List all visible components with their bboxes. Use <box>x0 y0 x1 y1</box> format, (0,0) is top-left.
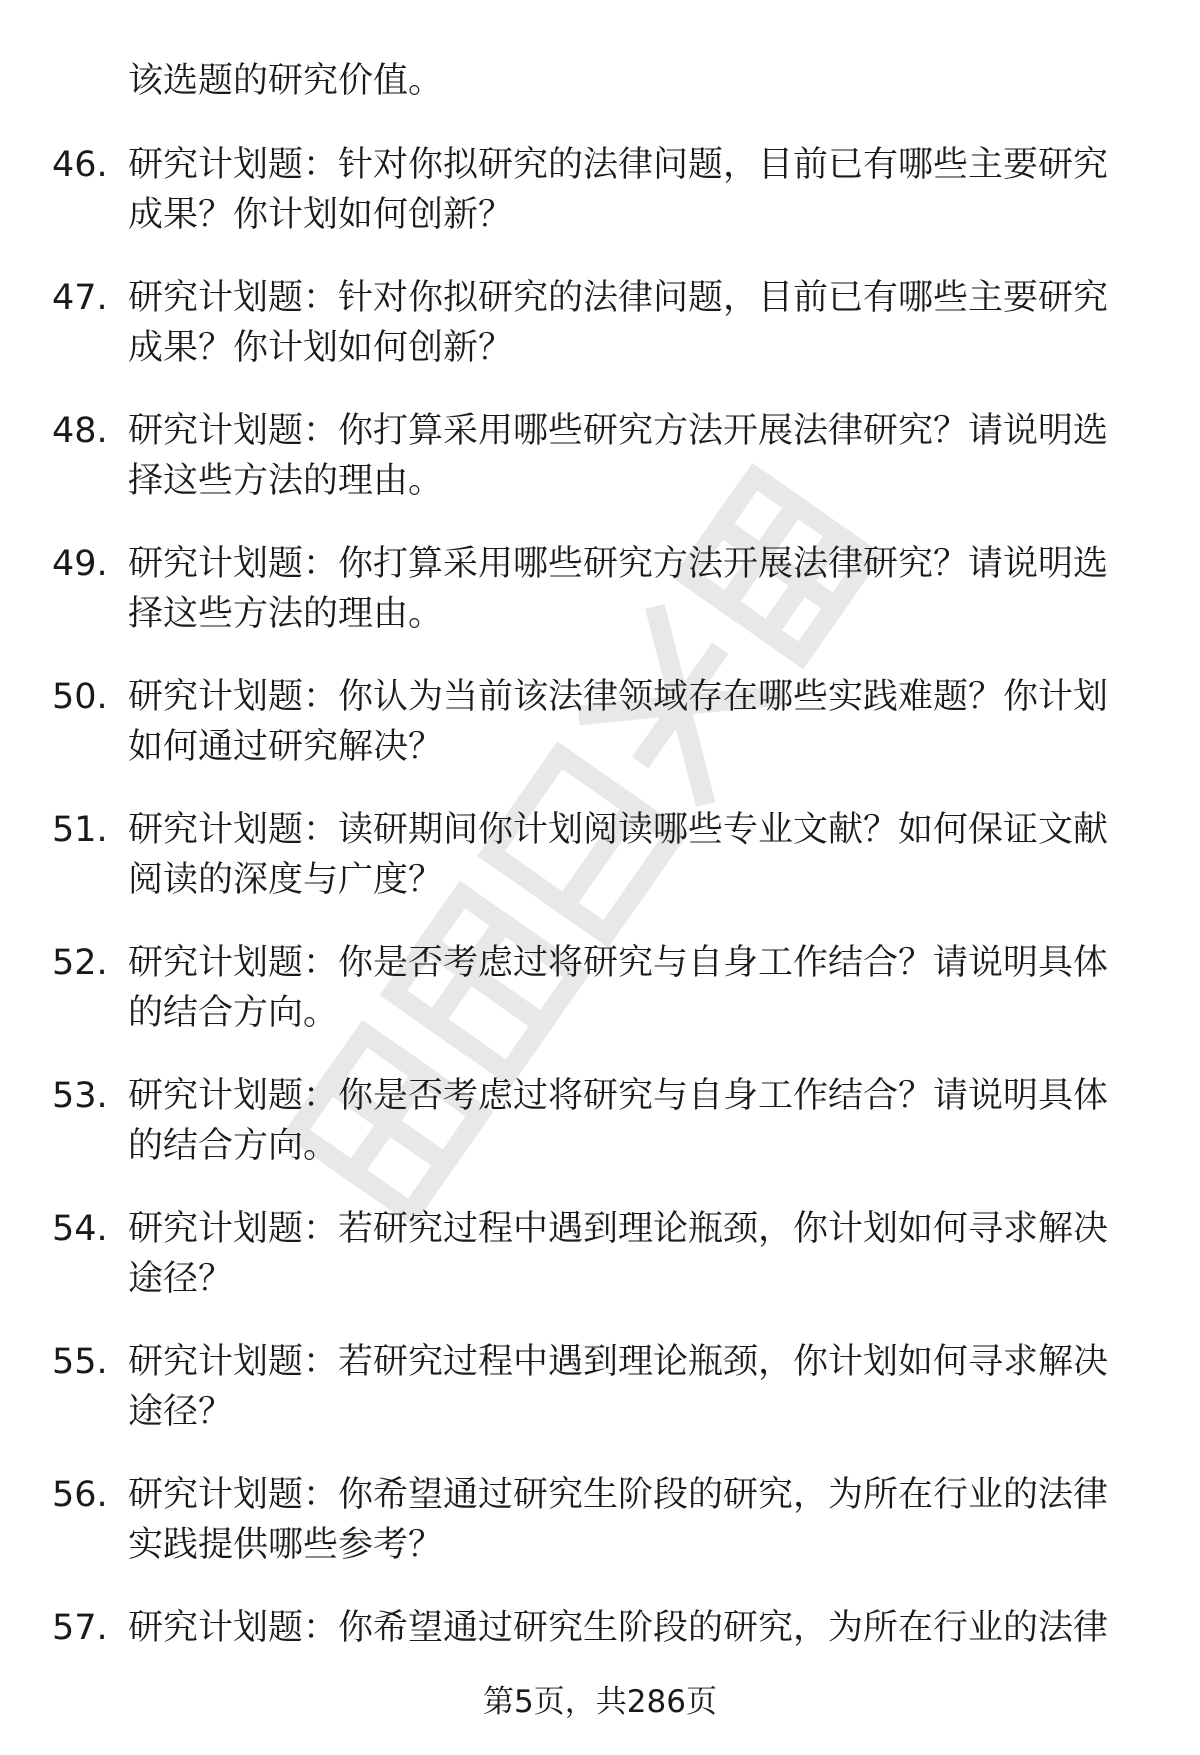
question-text-line: 成果？你计划如何创新？ <box>128 195 514 235</box>
question-item <box>0 938 1200 1071</box>
question-text-line: 研究计划题：针对你拟研究的法律问题，目前已有哪些主要研究 <box>128 145 1109 185</box>
question-text-line: 研究计划题：若研究过程中遇到理论瓶颈，你计划如何寻求解决 <box>128 1342 1109 1382</box>
question-text <box>128 938 1148 1038</box>
question-text-line: 研究计划题：你打算采用哪些研究方法开展法律研究？请说明选 <box>128 411 1109 451</box>
question-text-line: 的结合方向。 <box>128 1126 339 1166</box>
question-text-line: 实践提供哪些参考？ <box>128 1525 444 1565</box>
page-footer: 第5页，共286页 <box>483 1684 717 1720</box>
question-item <box>0 140 1200 273</box>
question-text <box>128 1337 1148 1437</box>
question-item <box>0 1071 1200 1204</box>
question-number: 49. <box>52 544 108 584</box>
question-number: 48. <box>52 411 108 451</box>
question-text <box>128 1470 1148 1570</box>
question-text-line: 研究计划题：你认为当前该法律领域存在哪些实践难题？你计划 <box>128 677 1109 717</box>
question-item <box>0 539 1200 672</box>
question-text <box>128 1603 1148 1653</box>
question-text-line: 途径？ <box>128 1392 234 1432</box>
question-text <box>128 672 1148 772</box>
question-text <box>128 406 1148 506</box>
question-text-line: 途径？ <box>128 1259 234 1299</box>
question-text <box>128 1071 1148 1171</box>
question-number: 57. <box>52 1608 108 1648</box>
question-text <box>128 805 1148 905</box>
question-number: 55. <box>52 1342 108 1382</box>
question-text-line: 研究计划题：若研究过程中遇到理论瓶颈，你计划如何寻求解决 <box>128 1209 1109 1249</box>
question-number: 56. <box>52 1475 108 1515</box>
question-text-line: 阅读的深度与广度？ <box>128 860 444 900</box>
question-text-line: 成果？你计划如何创新？ <box>128 328 514 368</box>
question-text-line: 研究计划题：读研期间你计划阅读哪些专业文献？如何保证文献 <box>128 810 1109 850</box>
question-list <box>0 140 1200 1736</box>
question-number: 54. <box>52 1209 108 1249</box>
question-item <box>0 672 1200 805</box>
question-text-line: 择这些方法的理由。 <box>128 594 444 634</box>
question-item <box>0 1204 1200 1337</box>
question-item <box>0 1337 1200 1470</box>
question-number: 47. <box>52 278 108 318</box>
question-item <box>0 805 1200 938</box>
question-number: 51. <box>52 810 108 850</box>
question-text <box>128 539 1148 639</box>
question-text-line: 研究计划题：你希望通过研究生阶段的研究，为所在行业的法律 <box>128 1475 1109 1515</box>
question-text-line: 如何通过研究解决？ <box>128 727 444 767</box>
question-item <box>0 1470 1200 1603</box>
question-number: 50. <box>52 677 108 717</box>
question-text-line: 研究计划题：你是否考虑过将研究与自身工作结合？请说明具体 <box>128 1076 1109 1116</box>
question-number: 53. <box>52 1076 108 1116</box>
question-item <box>0 406 1200 539</box>
question-item <box>0 273 1200 406</box>
question-text <box>128 140 1148 240</box>
question-text-line: 研究计划题：你是否考虑过将研究与自身工作结合？请说明具体 <box>128 943 1109 983</box>
question-text-line: 择这些方法的理由。 <box>128 461 444 501</box>
question-text <box>128 273 1148 373</box>
question-text-line: 研究计划题：你打算采用哪些研究方法开展法律研究？请说明选 <box>128 544 1109 584</box>
question-text-line: 的结合方向。 <box>128 993 339 1033</box>
question-number: 52. <box>52 943 108 983</box>
question-number: 46. <box>52 145 108 185</box>
question-text-line: 研究计划题：针对你拟研究的法律问题，目前已有哪些主要研究 <box>128 278 1109 318</box>
question-text <box>128 1204 1148 1304</box>
continuation-line: 该选题的研究价值。 <box>128 61 444 101</box>
question-text-line: 研究计划题：你希望通过研究生阶段的研究，为所在行业的法律 <box>128 1608 1109 1648</box>
